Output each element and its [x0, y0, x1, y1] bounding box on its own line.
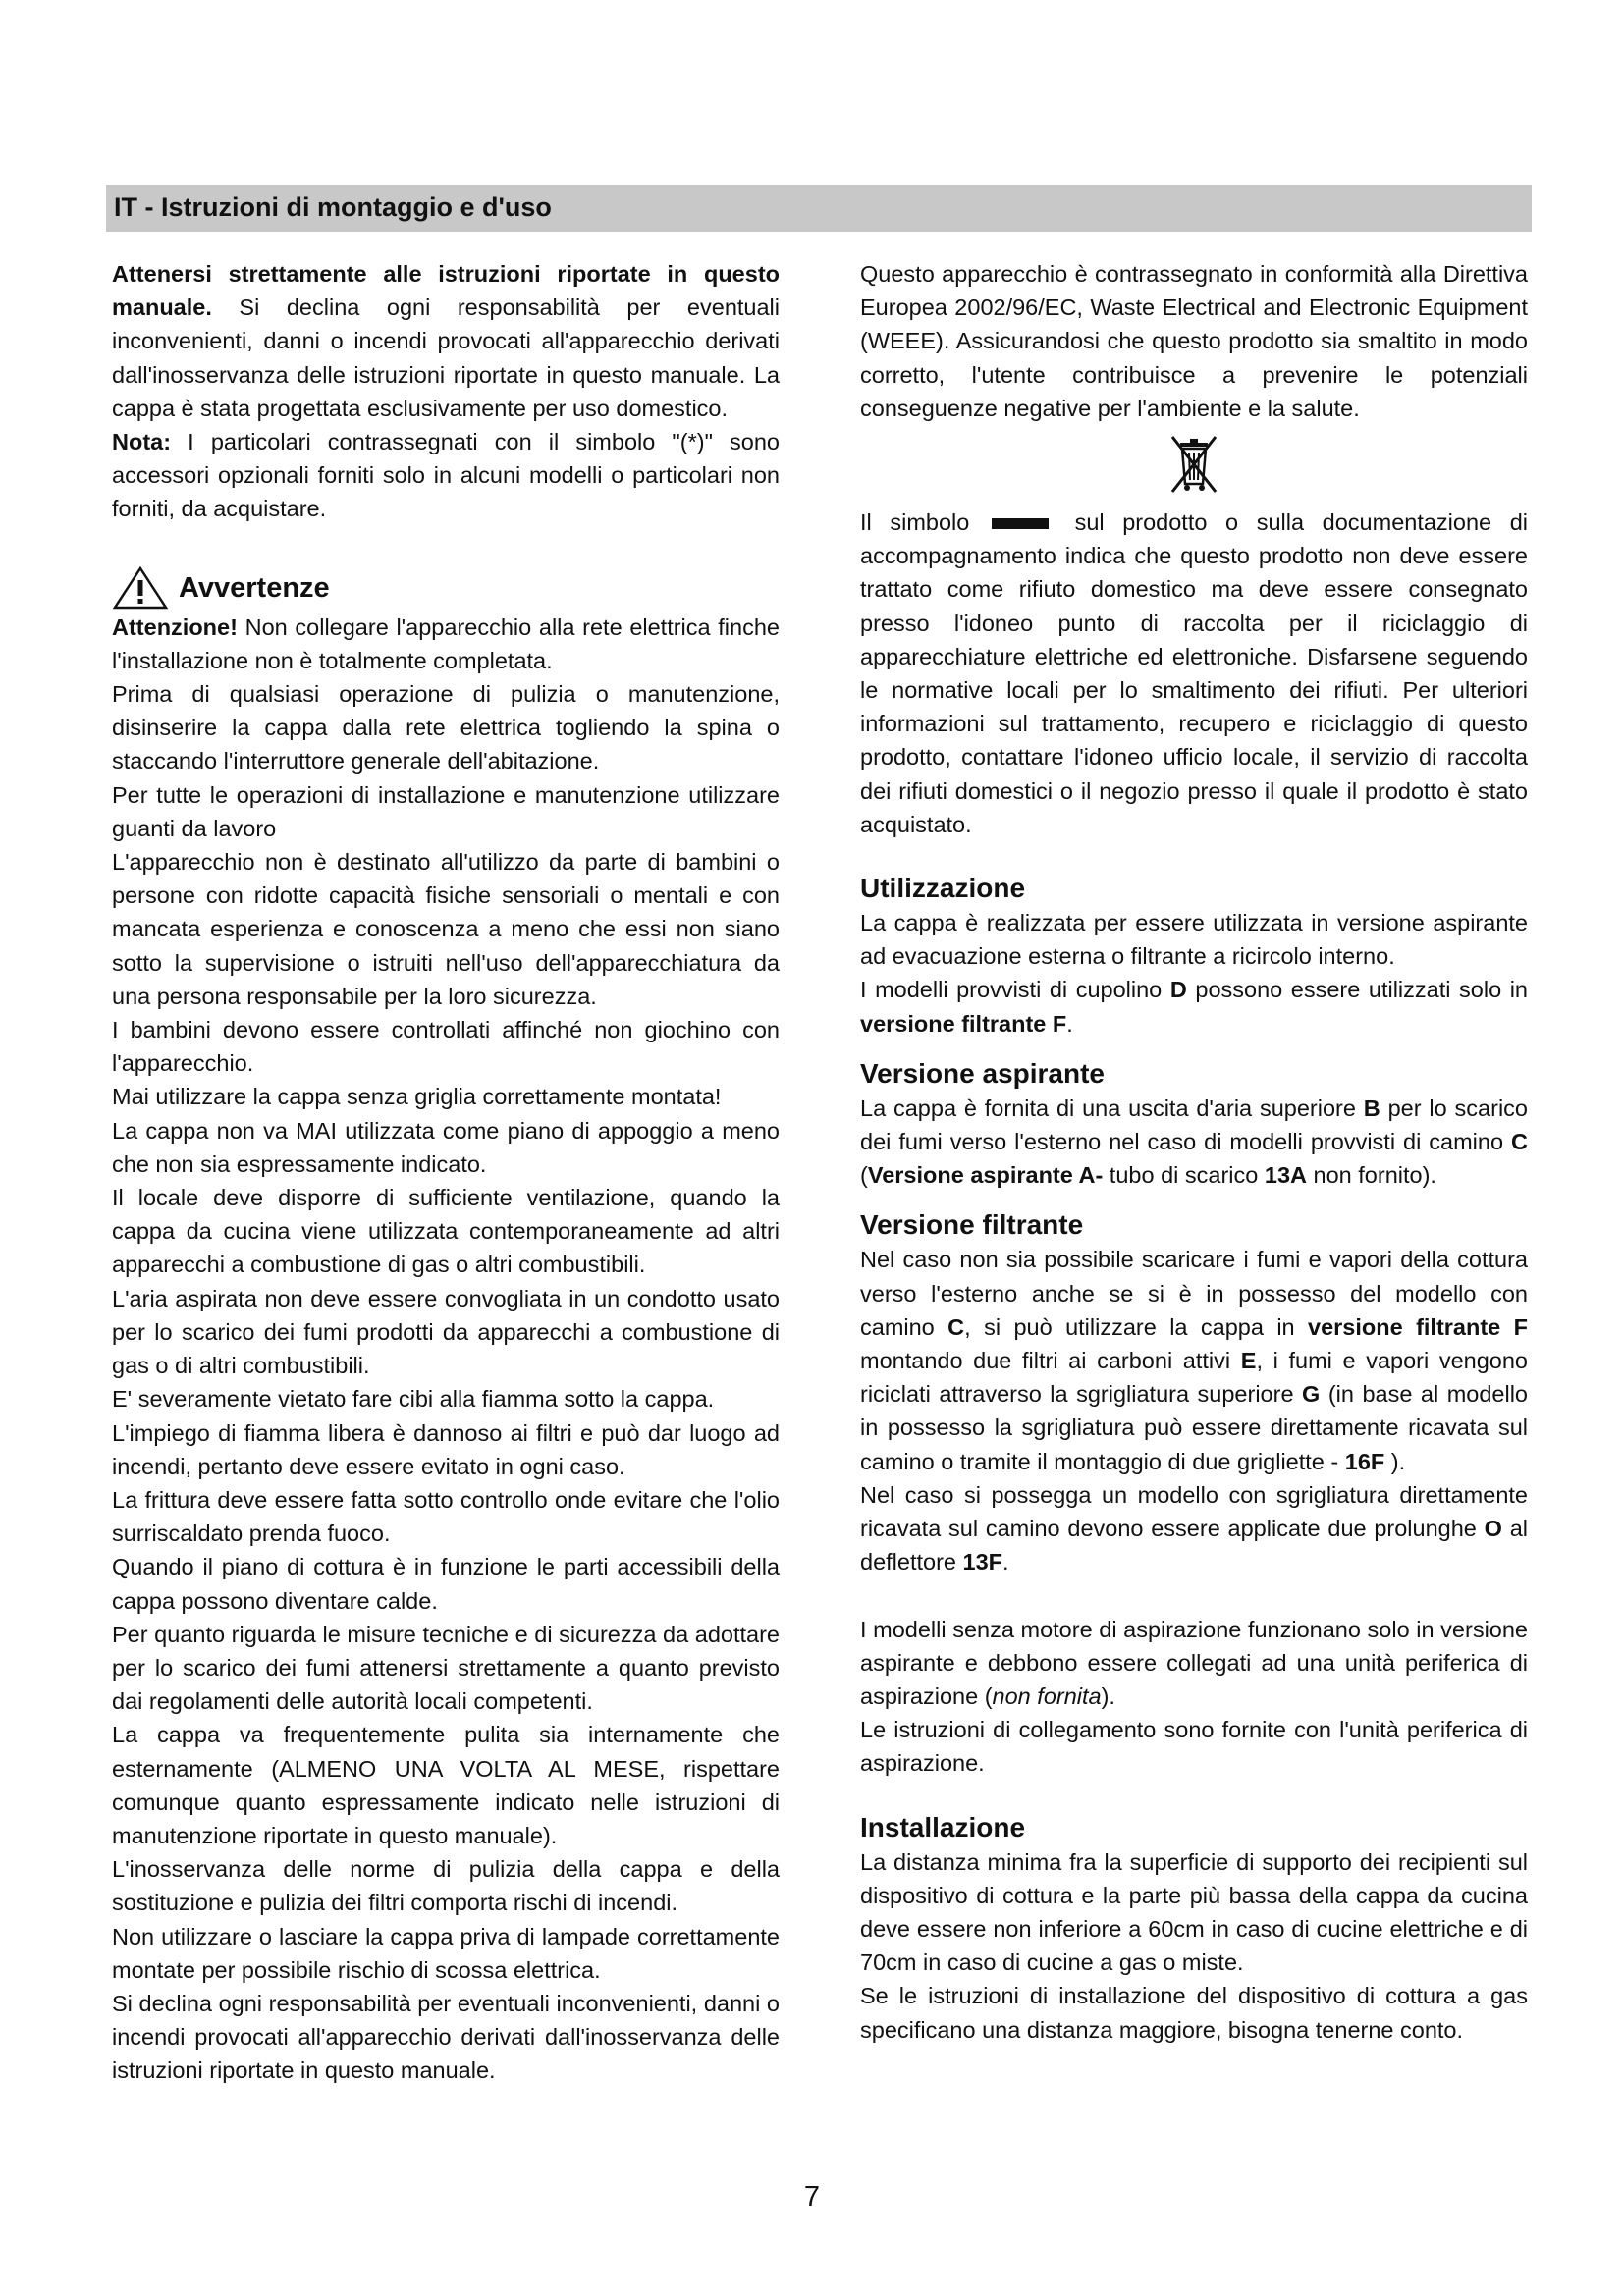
filtrante-b2: versione filtrante F	[1308, 1313, 1529, 1340]
paragraph-fiamma: L'impiego di fiamma libera è dannoso ai filtri e può dar luogo ad incendi, pertanto deve essere evitato in ogni caso.	[112, 1419, 780, 1479]
paragraph-bambini: L'apparecchio non è destinato all'utilizzo da parte di bambini o persone con ridotte capacità fisiche sensoriali o mentali e con mancata esperienza e conoscenza a meno che essi non siano sotto la supervisione o istruiti nell'uso dell'apparecchiatura da una persona responsabile per la loro sicurezza.	[112, 849, 780, 1009]
filtrante-p2-end: .	[1002, 1549, 1009, 1575]
aspirante-t4: tubo di scarico	[1103, 1162, 1265, 1189]
attenzione-paragraph	[112, 611, 780, 677]
heading-utilizzazione: Utilizzazione	[860, 873, 1026, 904]
paragraph-lampade: Non utilizzare o lasciare la cappa priva di lampade correttamente montate per possibile rischio di scossa elettrica.	[112, 1923, 780, 1983]
filtrante-b1: C	[947, 1313, 965, 1340]
paragraph-guanti: Per tutte le operazioni di installazione e manutenzione utilizzare guanti da lavoro	[112, 781, 780, 841]
paragraph-griglia: Mai utilizzare la cappa senza griglia correttamente montata!	[112, 1084, 722, 1110]
heading-installazione: Installazione	[860, 1811, 1026, 1842]
paragraph-cibi: E' severamente vietato fare cibi alla fiamma sotto la cappa.	[112, 1386, 715, 1413]
aspirante-b2: C	[1511, 1129, 1528, 1155]
nota-paragraph	[112, 425, 780, 526]
filtrante-p4: Le istruzioni di collegamento sono fornite con l'unità periferica di aspirazione.	[860, 1717, 1528, 1777]
nota-label: Nota:	[112, 429, 172, 455]
filtrante-p3-end: ).	[1101, 1682, 1115, 1709]
filtrante-b5: 16F	[1344, 1448, 1385, 1474]
filtrante-p3-italic: non fornita	[992, 1682, 1102, 1709]
warning-triangle-icon	[112, 565, 169, 611]
aspirante-t5: non fornito).	[1307, 1162, 1436, 1189]
paragraph-aria: L'aria aspirata non deve essere convogliata in un condotto usato per lo scarico dei fumi prodotti da apparecchi a combustione di gas o di altri combustibili.	[112, 1285, 780, 1379]
filtrante-p3-a: I modelli senza motore di aspirazione funzionano solo in versione aspirante e debbono essere collegati ad una unità periferica di aspirazione (	[860, 1616, 1528, 1709]
heading-versione-aspirante: Versione aspirante	[860, 1057, 1106, 1089]
paragraph-pulita: La cappa va frequentemente pulita sia internamente che esternamente (ALMENO UNA VOLTA AL MESE, rispettare comunque quanto espressamente indicato nelle istruzioni di manutenzione riportate in questo manuale).	[112, 1722, 780, 1848]
paragraph-misure: Per quanto riguarda le misure tecniche e di sicurezza da adottare per lo scarico dei fumi attenersi strettamente a quanto previsto dai regolamenti delle autorità locali competenti.	[112, 1621, 780, 1715]
aspirante-b4: 13A	[1264, 1162, 1307, 1189]
aspirante-t2: per lo scarico dei fumi verso l'esterno nel caso di modelli provvisti di camino	[860, 1095, 1528, 1155]
utilizzazione-p2-a: I modelli provvisti di cupolino	[860, 977, 1170, 1003]
filtrante-b3: E	[1240, 1348, 1257, 1374]
section-title: IT - Istruzioni di montaggio e d'uso	[114, 192, 552, 222]
installazione-p1: La distanza minima fra la superficie di supporto dei recipienti sul dispositivo di cottura e la parte più bassa della cappa da cucina deve essere non inferiore a 60cm in caso di cucine elettriche e di 70cm in caso di cucine a gas o miste.	[860, 1848, 1528, 1976]
installazione-p2: Se le istruzioni di installazione del dispositivo di cottura a gas specificano una distanza maggiore, bisogna tenerne conto.	[860, 1983, 1528, 2043]
filtrante-p2-b: al deflettore	[860, 1516, 1528, 1575]
paragraph-frittura: La frittura deve essere fatta sotto controllo onde evitare che l'olio surriscaldato prenda fuoco.	[112, 1486, 780, 1547]
paragraph-ventilazione: Il locale deve disporre di sufficiente ventilazione, quando la cappa da cucina viene utilizzata contemporaneamente ad altri apparecchi a combustione di gas o altri combustibili.	[112, 1185, 780, 1278]
intro-text: Si declina ogni responsabilità per eventuali inconvenienti, danni o incendi provocati all'apparecchio derivati dall'inosservanza delle istruzioni riportate in questo manuale. La cappa è stata progettata esclusivamente per uso domestico.	[112, 294, 780, 421]
filtrante-p3	[860, 1613, 1528, 1714]
utilizzazione-p2-bold: versione filtrante F	[860, 1010, 1067, 1037]
filtrante-t1: Nel caso non sia possibile scaricare i fumi e vapori della cottura verso l'esterno anche se si è in possesso del modello con camino	[860, 1247, 1528, 1340]
paragraph-appoggio: La cappa non va MAI utilizzata come piano di appoggio a meno che non sia espressamente indicato.	[112, 1117, 780, 1177]
aspirante-b3: Versione aspirante A-	[867, 1162, 1104, 1189]
black-bar-symbol	[992, 518, 1049, 529]
filtrante-t5: (in base al modello in possesso la sgrigliatura può essere direttamente ricavata sul camino o tramite il montaggio di due grigliette -	[860, 1381, 1528, 1474]
paragraph-inosservanza: L'inosservanza delle norme di pulizia della cappa e della sostituzione e pulizia dei filtri comporta rischi di incendi.	[112, 1856, 780, 1916]
filtrante-t6: ).	[1384, 1448, 1406, 1474]
aspirante-t3: (	[860, 1162, 868, 1189]
filtrante-t4: , i fumi e vapori vengono riciclati attraverso la sgrigliatura superiore	[860, 1348, 1528, 1408]
right-column	[860, 257, 1528, 2047]
aspirante-b1: B	[1363, 1095, 1380, 1121]
simbolo-text-a: Il simbolo	[860, 509, 970, 536]
page-number: 7	[803, 2181, 821, 2213]
section-header-bar	[106, 185, 1532, 232]
paragraph-pulizia: Prima di qualsiasi operazione di pulizia o manutenzione, disinserire la cappa dalla rete elettrica togliendo la spina o staccando l'interruttore generale dell'abitazione.	[112, 681, 780, 774]
filtrante-p2-b1: O	[1484, 1516, 1502, 1542]
heading-versione-filtrante: Versione filtrante	[860, 1209, 1084, 1241]
crossed-bin-icon	[1166, 431, 1221, 500]
weee-symbol-row	[860, 431, 1528, 506]
weee-paragraph: Questo apparecchio è contrassegnato in conformità alla Direttiva Europea 2002/96/EC, Waste Electrical and Electronic Equipment (WEEE). Assicurandosi che questo prodotto sia smaltito in modo corretto, l'utente contribuisce a prevenire le potenziali conseguenze negative per l'ambiente e la salute.	[860, 261, 1528, 421]
paragraph-piano: Quando il piano di cottura è in funzione le parti accessibili della cappa possono diventare calde.	[112, 1554, 780, 1614]
simbolo-text-b: sul prodotto o sulla documentazione di accompagnamento indica che questo prodotto non deve essere trattato come rifiuto domestico ma deve essere consegnato presso l'idoneo punto di raccolta per il riciclaggio di apparecchiature elettriche ed elettroniche. Disfarsene seguendo le normative locali per lo smaltimento dei rifiuti. Per ulteriori informazioni sul trattamento, recupero e riciclaggio di questo prodotto, contattare l'idoneo ufficio locale, il servizio di raccolta dei rifiuti domestici o il negozio presso il quale il prodotto è stato acquistato.	[860, 509, 1529, 837]
filtrante-b4: G	[1302, 1381, 1321, 1408]
aspirante-t1: La cappa è fornita di una uscita d'aria superiore	[860, 1095, 1364, 1121]
utilizzazione-p2	[860, 973, 1528, 1040]
nota-text: I particolari contrassegnati con il simbolo "(*)" sono accessori opzionali forniti solo in alcuni modelli o particolari non forniti, da acquistare.	[112, 429, 780, 522]
attenzione-label: Attenzione!	[112, 614, 238, 640]
utilizzazione-p2-end: .	[1066, 1010, 1073, 1037]
aspirante-paragraph	[860, 1092, 1528, 1193]
warning-heading-row	[112, 565, 780, 611]
attenzione-text: Non collegare l'apparecchio alla rete elettrica finche l'installazione non è totalmente completata.	[112, 614, 780, 673]
filtrante-p2-a: Nel caso si possegga un modello con sgrigliatura direttamente ricavata sul camino devono essere applicate due prolunghe	[860, 1481, 1528, 1542]
warning-heading: Avvertenze	[179, 571, 330, 604]
utilizzazione-p2-d: D	[1169, 977, 1187, 1003]
left-column	[112, 257, 780, 2088]
filtrante-p2-b2: 13F	[962, 1549, 1003, 1575]
paragraph-controllati: I bambini devono essere controllati affinché non giochino con l'apparecchio.	[112, 1017, 780, 1077]
intro-paragraph	[112, 257, 780, 425]
filtrante-paragraph	[860, 1243, 1528, 1477]
intro-bold: Attenersi strettamente alle istruzioni riportate in questo manuale.	[112, 261, 780, 321]
utilizzazione-p2-b: possono essere utilizzati solo in	[1186, 977, 1529, 1003]
filtrante-t2: , si può utilizzare la cappa in	[964, 1313, 1309, 1340]
simbolo-paragraph	[860, 506, 1528, 841]
filtrante-t3: montando due filtri ai carboni attivi	[860, 1348, 1241, 1374]
filtrante-p2	[860, 1478, 1528, 1579]
paragraph-declina: Si declina ogni responsabilità per eventuali inconvenienti, danni o incendi provocati all'apparecchio derivati dall'inosservanza delle istruzioni riportate in questo manuale.	[112, 1990, 780, 2084]
utilizzazione-p1: La cappa è realizzata per essere utilizzata in versione aspirante ad evacuazione esterna o filtrante a ricircolo interno.	[860, 910, 1528, 970]
